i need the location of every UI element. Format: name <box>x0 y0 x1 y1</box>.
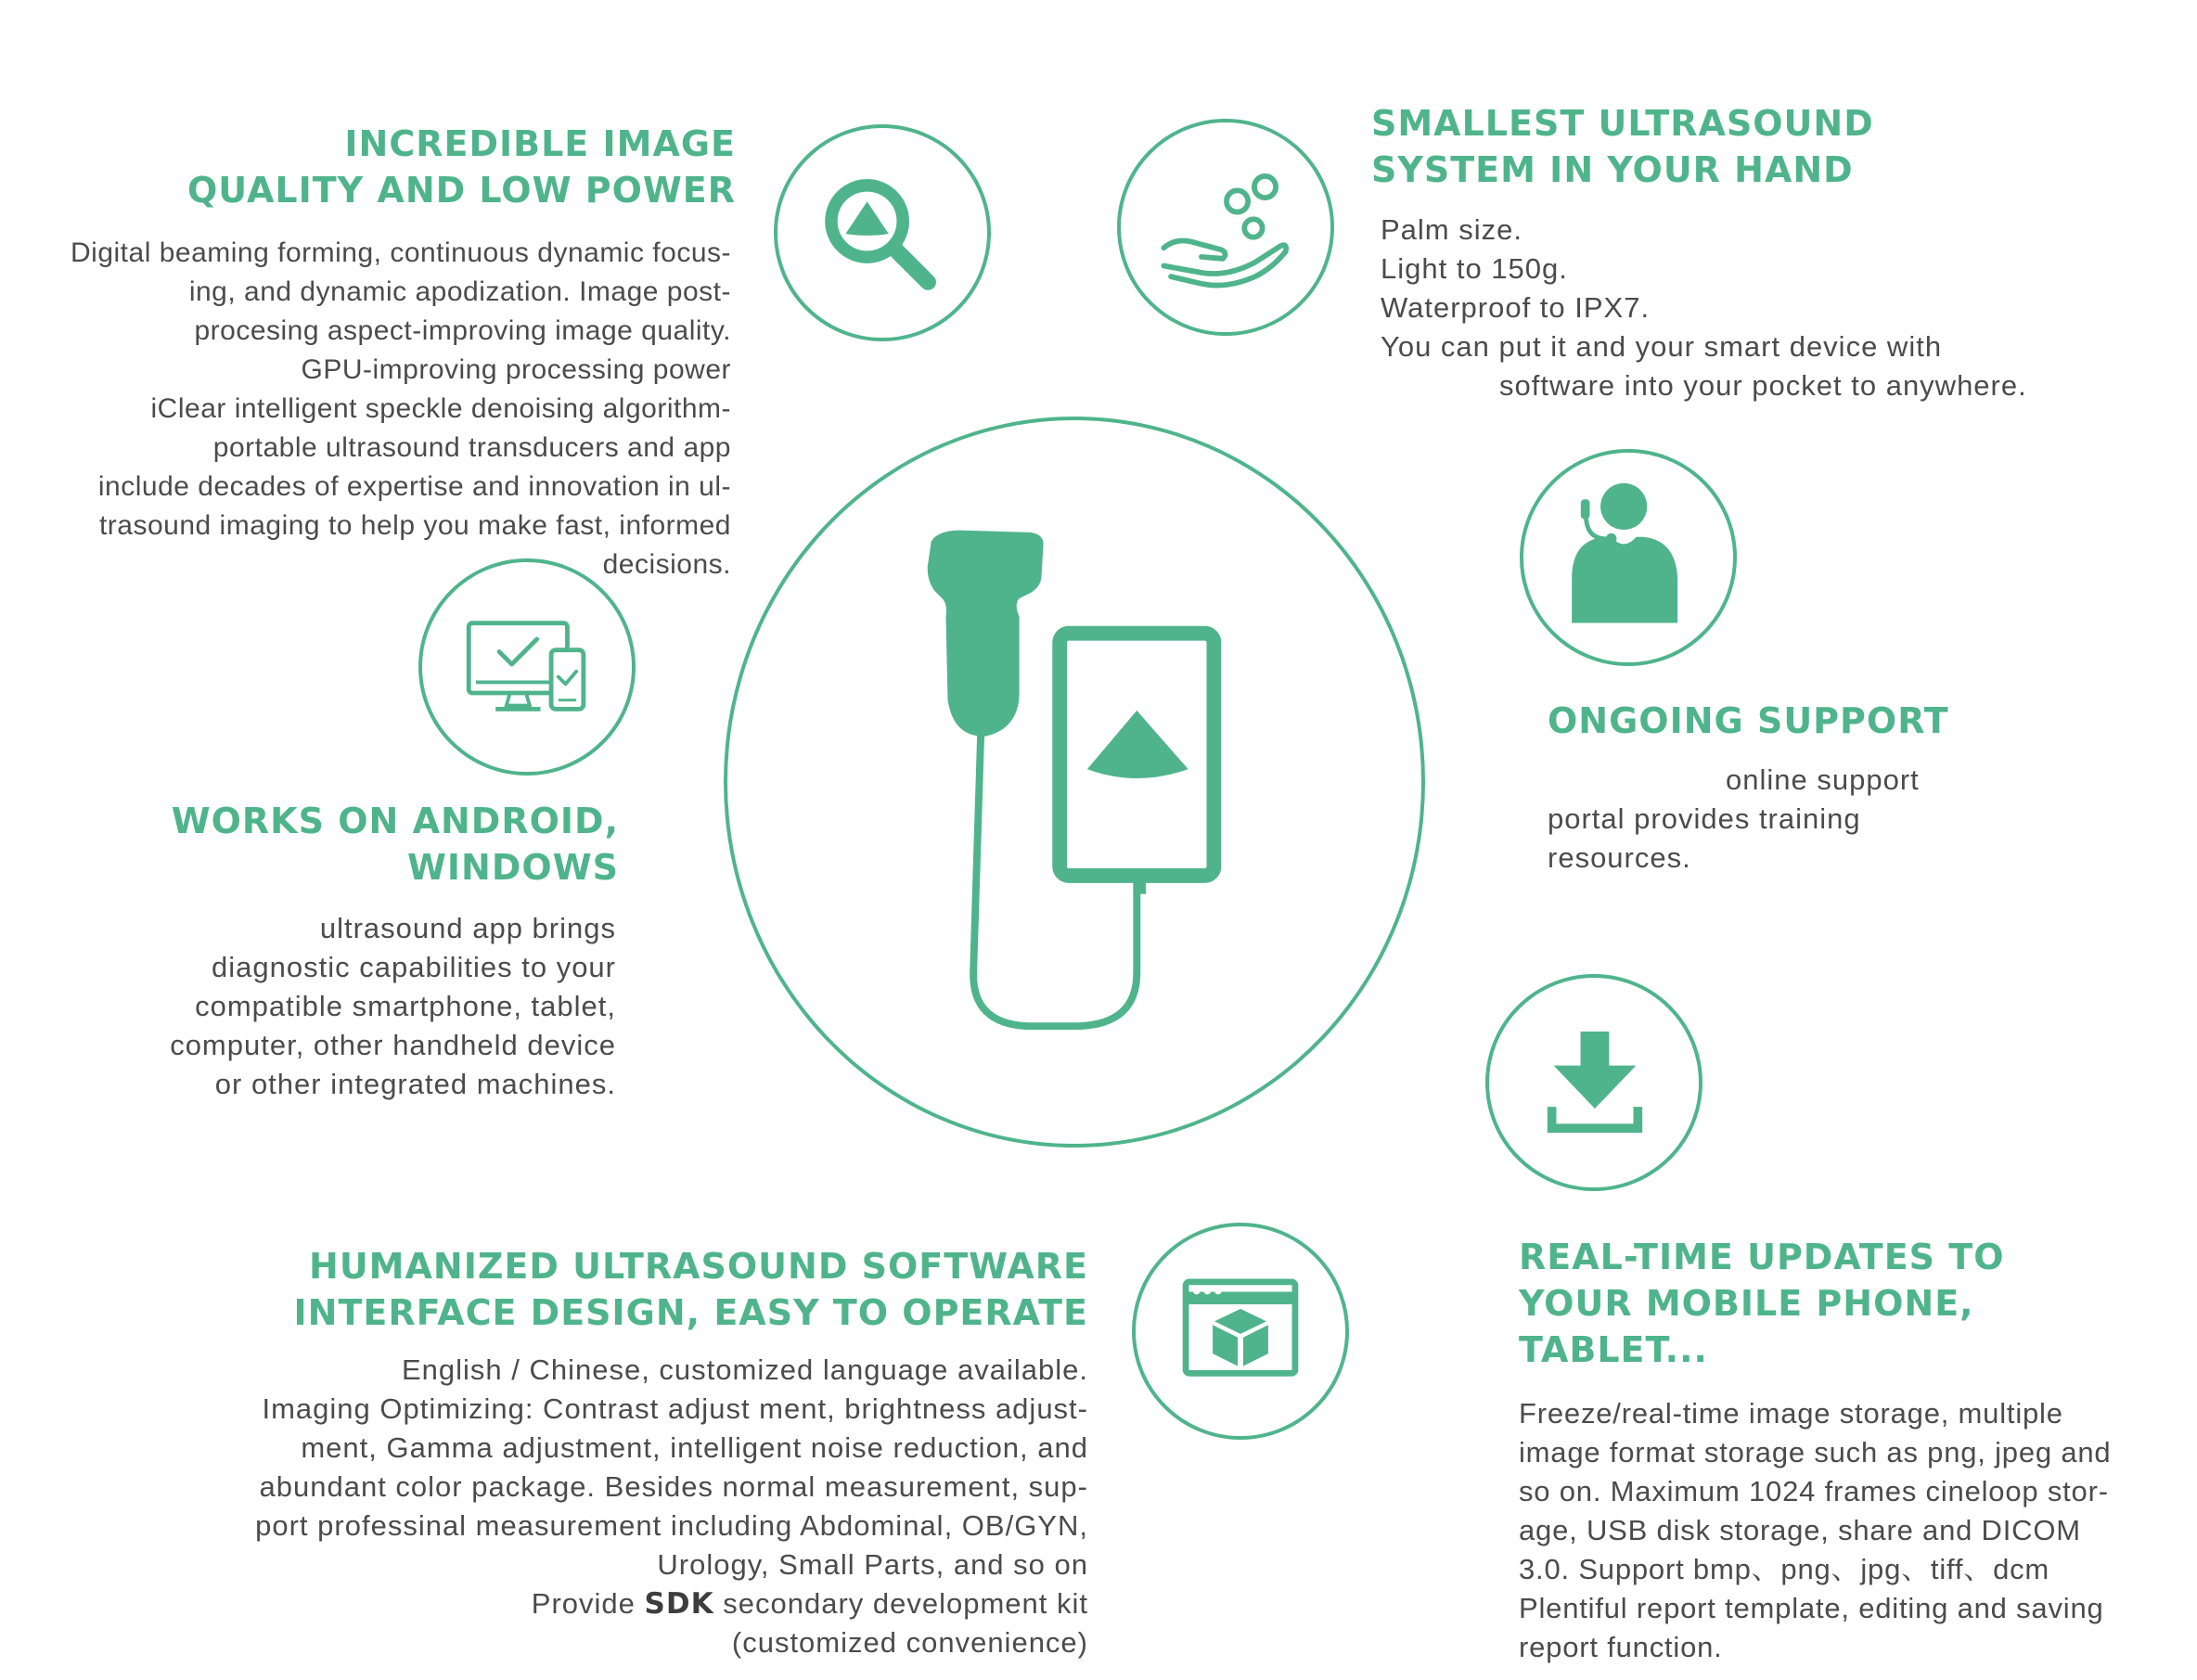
magnifier-icon <box>774 124 991 341</box>
headset-support-icon <box>1520 449 1737 666</box>
hand-bubbles-icon <box>1117 119 1334 336</box>
works-on-title: WORKS ON ANDROID, WINDOWS <box>171 801 619 888</box>
smallest-title: SMALLEST ULTRASOUND SYSTEM IN YOUR HAND <box>1371 103 1874 190</box>
support-text: online support portal provides training resources. <box>1548 763 1920 874</box>
monitor-phone-check-icon <box>418 558 636 776</box>
image-quality-title: INCREDIBLE IMAGE QUALITY AND LOW POWER <box>187 123 736 211</box>
download-icon <box>1485 974 1702 1191</box>
image-quality-text: Digital beaming forming, continuous dynamic focus- ing, and dynamic apodization. Image post- procesing aspect-improving image quality. GPU-improving processing power iClear intelligent speckle denoising algorithm- portable ultrasound transducers and app include decades of expertise and innovation in ul- trasound imaging to help you make fast, informed decisions. <box>71 237 731 580</box>
ultrasound-probe-tablet-icon <box>724 417 1425 1148</box>
sdk-line: Provide SDK secondary development kit <box>531 1587 1088 1621</box>
works-on-text: ultrasound app brings diagnostic capabilities to your compatible smartphone, tablet, computer, other handheld device or other integrated machines. <box>170 912 616 1100</box>
updates-text: Freeze/real-time image storage, multiple image format storage such as png, jpeg and so on. Maximum 1024 frames cineloop stor- age, USB disk storage, share and DICOM 3.0. Support bmp、png、jpg、tiff、dcm Plentiful report template, editing and saving report function. <box>1519 1397 2112 1663</box>
sdk-label: SDK <box>644 1587 714 1621</box>
smallest-text: Palm size. Light to 150g. Waterproof to IPX7. You can put it and your smart device with software into your pocket to anywhere. <box>1381 213 2027 402</box>
app-window-box-icon <box>1132 1223 1349 1440</box>
support-title: ONGOING SUPPORT <box>1548 700 1949 741</box>
software-text: English / Chinese, customized language available. Imaging Optimizing: Contrast adjust ment, brightness adjust- ment, Gamma adjustment, intelligent noise reduction, and abundant color package. Besides normal measurement, sup- port professinal measurement including Abdominal, OB/GYN, Urology, Small Parts, and so on Provide SDK secondary development kit (customized convenience) <box>255 1353 1088 1659</box>
software-title: HUMANIZED ULTRASOUND SOFTWARE INTERFACE DESIGN, EASY TO OPERATE <box>293 1246 1088 1333</box>
updates-title: REAL-TIME UPDATES TO YOUR MOBILE PHONE, TABLET... <box>1519 1237 2005 1370</box>
